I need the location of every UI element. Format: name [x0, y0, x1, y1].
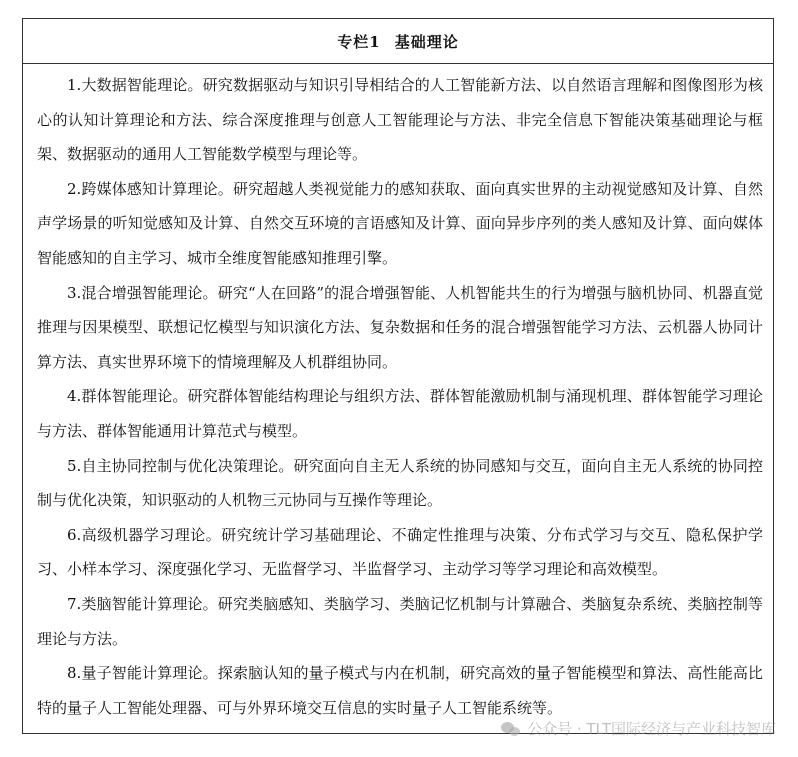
watermark-text: 公众号 · TLT国际经济与产业科技智库	[527, 720, 776, 738]
column-title-label: 专栏1	[337, 32, 381, 51]
paragraph-7: 7.类脑智能计算理论。研究类脑感知、类脑学习、类脑记忆机制与计算融合、类脑复杂系统、类脑控制等理论与方法。	[37, 594, 763, 648]
paragraph-3: 3.混合增强智能理论。研究“人在回路”的混合增强智能、人机智能共生的行为增强与脑机协同、机器直觉推理与因果模型、联想记忆模型与知识演化方法、复杂数据和任务的混合增强智能学习方法、云机器人协同计算方法、真实世界环境下的情境理解及人机群组协同。	[37, 283, 763, 371]
paragraph-1: 1.大数据智能理论。研究数据驱动与知识引导相结合的人工智能新方法、以自然语言理解和图像图形为核心的认知计算理论和方法、综合深度推理与创意人工智能理论与方法、非完全信息下智能决策基础理论与框架、数据驱动的通用人工智能数学模型与理论等。	[37, 76, 763, 164]
paragraph-2: 2.跨媒体感知计算理论。研究超越人类视觉能力的感知获取、面向真实世界的主动视觉感知及计算、自然声学场景的听知觉感知及计算、自然交互环境的言语感知及计算、面向异步序列的类人感知及计算、面向媒体智能感知的自主学习、城市全维度智能感知推理引擎。	[37, 179, 763, 267]
paragraph-4: 4.群体智能理论。研究群体智能结构理论与组织方法、群体智能激励机制与涌现机理、群体智能学习理论与方法、群体智能通用计算范式与模型。	[37, 387, 763, 440]
column-content	[23, 64, 773, 725]
paragraph-6: 6.高级机器学习理论。研究统计学习基础理论、不确定性推理与决策、分布式学习与交互、隐私保护学习、小样本学习、深度强化学习、无监督学习、半监督学习、主动学习等学习理论和高效模型。	[37, 525, 763, 579]
paragraph-8: 8.量子智能计算理论。探索脑认知的量子模式与内在机制，研究高效的量子智能模型和算法、高性能高比特的量子人工智能处理器、可与外界环境交互信息的实时量子人工智能系统等。	[37, 664, 763, 717]
column-box	[22, 18, 774, 734]
column-title-text: 基础理论	[394, 32, 459, 51]
paragraph-5: 5.自主协同控制与优化决策理论。研究面向自主无人系统的协同感知与交互，面向自主无人系统的协同控制与优化决策，知识驱动的人机物三元协同与互操作等理论。	[37, 456, 763, 510]
column-title	[23, 19, 773, 64]
